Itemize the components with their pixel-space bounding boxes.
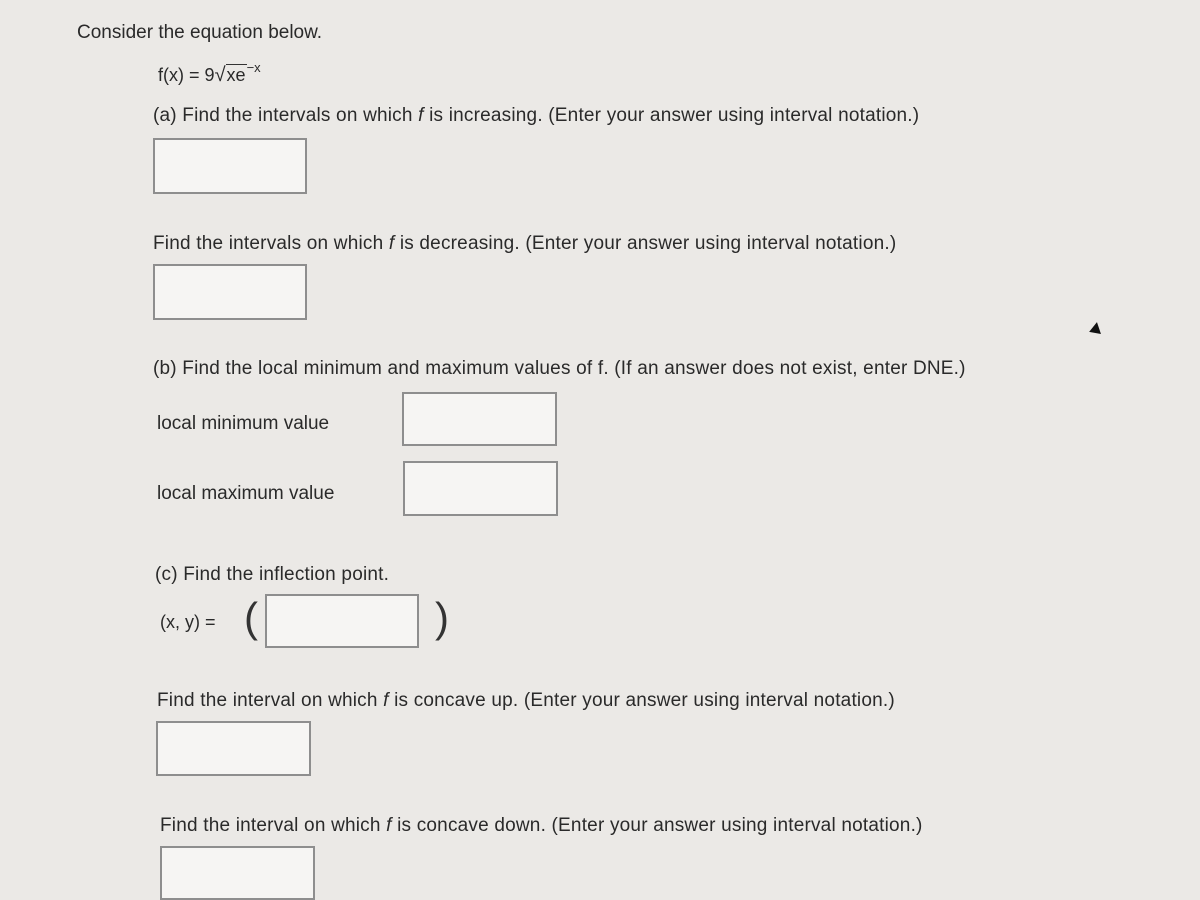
local-max-input[interactable] [405,463,556,514]
increasing-input[interactable] [155,140,305,192]
equation-coef: 9 [204,65,215,85]
decreasing-input-box[interactable] [153,264,307,320]
equation-radicand: xe [226,65,246,85]
increasing-input-box[interactable] [153,138,307,194]
part-c-prompt: (c) Find the inflection point. [155,564,390,585]
concave-down-input[interactable] [162,848,313,898]
local-min-label: local minimum value [157,413,330,434]
concave-up-prompt: Find the interval on which f is concave up. (Enter your answer using interval notation.) [157,690,895,711]
inflection-input-box[interactable] [265,594,419,648]
increasing-prompt: (a) Find the intervals on which f is increasing. (Enter your answer using interval notation.) [153,105,920,126]
concave-down-prompt: Find the interval on which f is concave down. (Enter your answer using interval notation.) [160,815,923,836]
local-min-input-box[interactable] [402,392,557,446]
inflection-point-input[interactable] [267,596,417,646]
local-max-input-box[interactable] [403,461,558,516]
sqrt-symbol: √xe [214,64,246,86]
equation [158,60,261,87]
local-max-label: local maximum value [157,483,335,504]
local-min-input[interactable] [404,394,555,444]
concave-up-input[interactable] [158,723,309,774]
intro-text: Consider the equation below. [77,22,323,43]
concave-up-input-box[interactable] [156,721,311,776]
equation-exponent: −x [246,60,261,75]
concave-down-input-box[interactable] [160,846,315,900]
decreasing-input[interactable] [155,266,305,318]
close-paren: ) [435,594,449,641]
mouse-cursor-icon [1089,321,1103,334]
part-b-prompt: (b) Find the local minimum and maximum values of f. (If an answer does not exist, enter DNE.) [153,358,966,379]
open-paren: ( [244,594,258,641]
point-label: (x, y) = [160,612,216,632]
equation-lhs: f(x) [158,65,184,85]
decreasing-prompt: Find the intervals on which f is decreasing. (Enter your answer using interval notation.) [153,233,897,254]
equation-equals: = [189,65,200,85]
